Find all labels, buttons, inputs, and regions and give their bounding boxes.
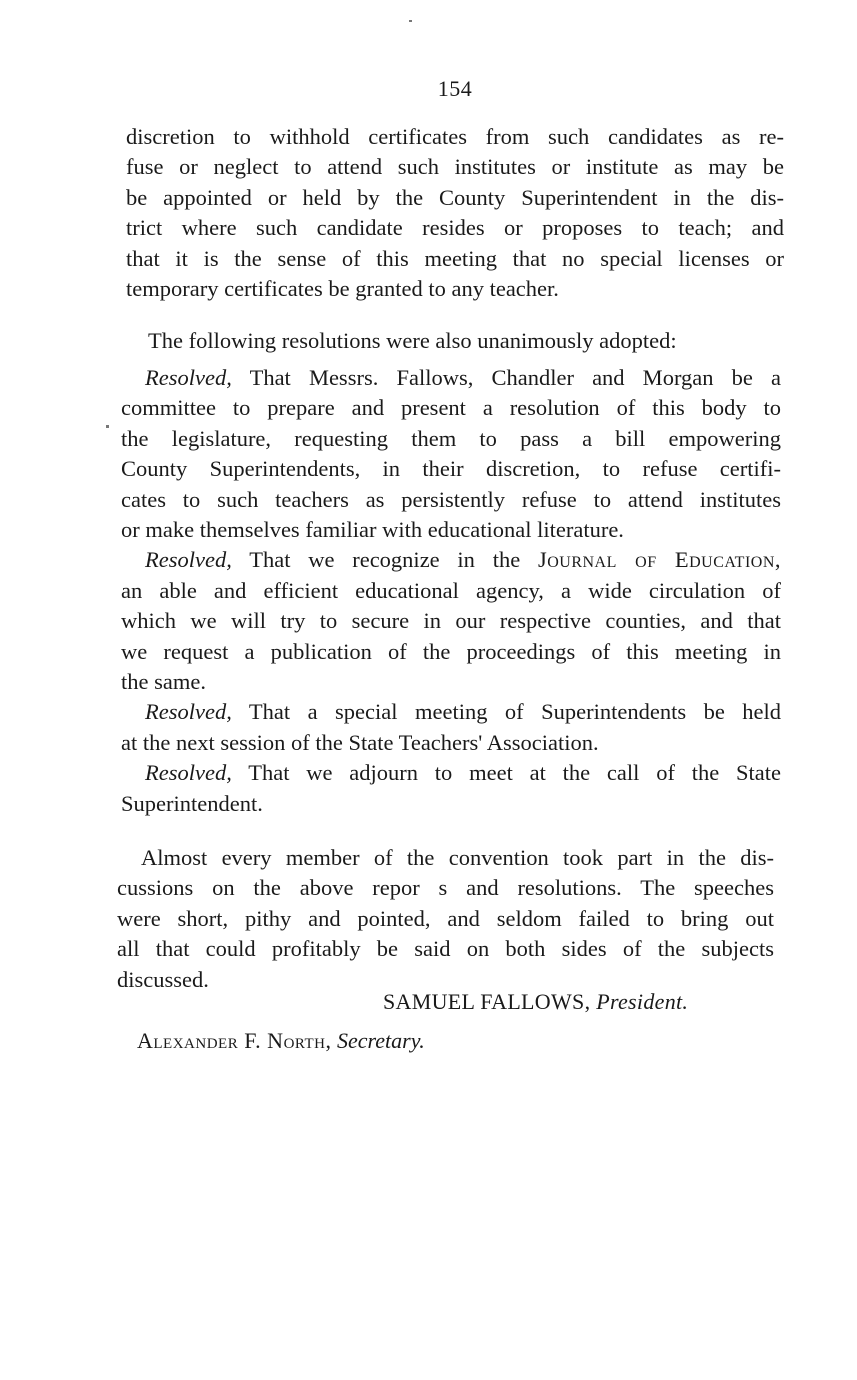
resolution-first-line [121,363,781,393]
secretary-title: Secretary. [337,1028,425,1053]
text-line: County Superintendents, in their discretion, to refuse certifi- [121,456,781,482]
text-line: temporary certificates be granted to any teacher. [126,276,559,302]
text-line: fuse or neglect to attend such institutes or institute as may be [126,154,784,180]
resolved-word: Resolved, [145,365,232,390]
resolution-first-line [121,697,781,727]
text-line: trict where such candidate resides or proposes to teach; and [126,215,784,241]
text-line: Almost every member of the convention took part in the dis- [141,845,774,870]
intro-text: The following resolutions were also unanimously adopted: [148,328,677,353]
closing-paragraph [117,843,774,995]
text-line: committee to prepare and present a resolution of this body to [121,395,781,421]
text-line: discussed. [117,966,209,992]
continuation-paragraph [126,122,784,304]
text-line: all that could profitably be said on both sides of the subjects [117,936,774,962]
text-line: the same. [121,669,206,695]
resolutions-list [121,363,781,819]
page-number: 154 [437,76,473,101]
text-line: that it is the sense of this meeting that no special licenses or [126,245,784,271]
journal-title: Journal of Education, [537,547,782,573]
text-line: or make themselves familiar with educational literature. [121,517,624,543]
text-line: at the next session of the State Teachers' Association. [121,729,599,755]
resolution-text: That Messrs. Fallows, Chandler and Morgan be a [249,365,781,390]
text-line: be appointed or held by the County Superintendent in the dis- [126,184,784,210]
resolved-word: Resolved, [145,760,232,786]
secretary-signature [137,1026,425,1056]
text-line: an able and efficient educational agency, a wide circulation of [121,577,781,603]
text-line: which we will try to secure in our respective counties, and that [121,608,781,634]
intro-paragraph [148,326,778,356]
resolved-word: Resolved, [145,699,232,725]
resolution-first-line [121,758,781,788]
text-line: cates to such teachers as persistently refuse to attend institutes [121,486,781,512]
resolution-text: That we recognize in the [249,547,521,573]
scan-mark [409,20,412,22]
scan-mark [106,425,109,428]
resolution-first-line [121,545,781,575]
text-line: discretion to withhold certificates from such candidates as re- [126,124,784,149]
secretary-name: Alexander F. North, [137,1028,332,1053]
resolved-word: Resolved, [145,547,232,573]
resolution-text: That we adjourn to meet at the call of the State [248,760,781,786]
president-signature [383,987,688,1017]
president-title: President. [596,989,689,1014]
text-line: we request a publication of the proceedings of this meeting in [121,638,781,664]
text-line: Superintendent. [121,790,263,816]
resolution-text: That a special meeting of Superintendents be held [248,699,782,725]
president-name: SAMUEL FALLOWS, [383,989,591,1014]
text-line: the legislature, requesting them to pass a bill empowering [121,425,781,451]
text-line: were short, pithy and pointed, and seldom failed to bring out [117,905,774,931]
text-line: cussions on the above repor s and resolutions. The speeches [117,875,774,901]
